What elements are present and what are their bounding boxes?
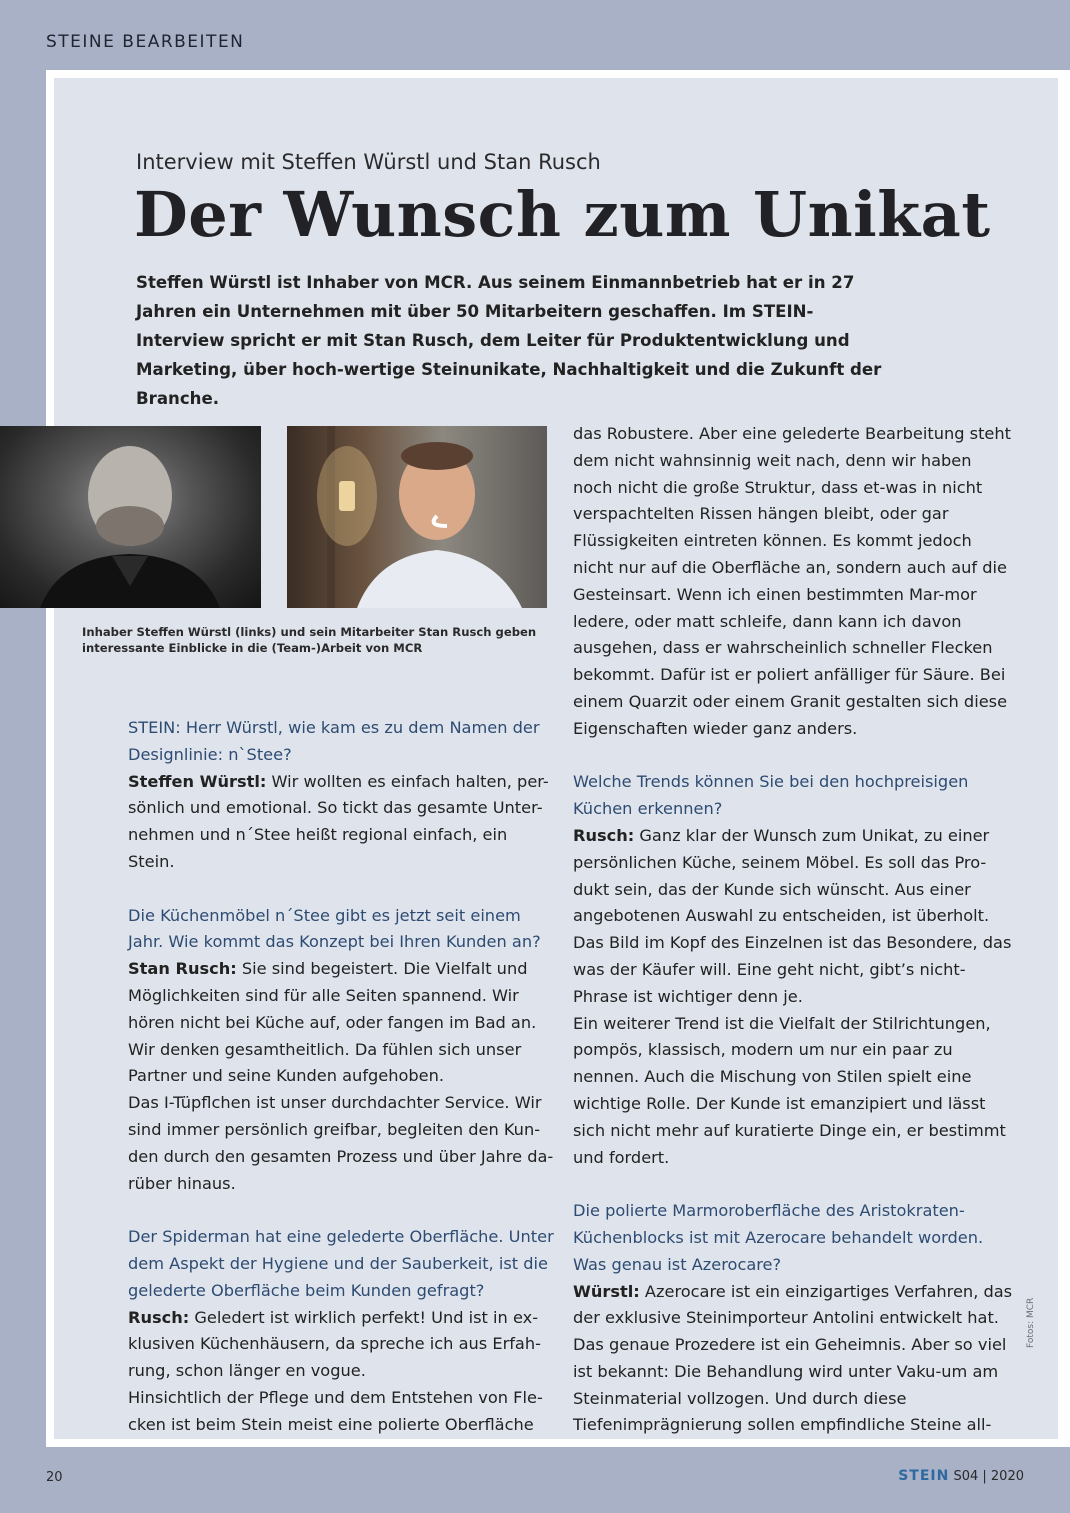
interview-answer: Rusch: Ganz klar der Wunsch zum Unikat, zu einer persönlichen Küche, seinem Möbel. Es soll das Pro-dukt sein, das der Kunde sich wünscht. Aus einer angebotenen Auswahl zu entscheiden, ist überholt. Das Bild im Kopf des Einzelnen ist das Besondere, das was der Käufer will. Eine geht nicht, gibt’s nicht-Phrase ist wichtiger denn je.	[573, 825, 1012, 1006]
magazine-brand: STEIN	[898, 1468, 950, 1484]
article-panel	[46, 70, 1070, 1447]
page-number: 20	[46, 1470, 63, 1485]
interview-answer: Rusch: Geledert ist wirklich perfekt! Und ist in ex-klusiven Küchenhäusern, da spreche ich aus Erfah-rung, schon länger en vogue.	[128, 1307, 541, 1381]
speaker-name: Würstl:	[573, 1281, 640, 1301]
interview-answer: Ein weiterer Trend ist die Vielfalt der Stilrichtungen, pompös, klassisch, modern um nur ein paar zu nennen. Auch die Mischung von Stilen spielt eine wichtige Rolle. Der Kunde ist emanzipiert und lässt sich nicht mehr auf kuratierte Dinge ein, er bestimmt und fordert.	[573, 1013, 1006, 1167]
article-kicker: Interview mit Steffen Würstl und Stan Rusch	[136, 150, 601, 174]
interview-answer: Das I-Tüpflchen ist unser durchdachter Service. Wir sind immer persönlich greifbar, begleiten den Kun-den durch den gesamten Prozess und über Jahre da-rüber hinaus.	[128, 1093, 554, 1193]
section-label: STEINE BEARBEITEN	[46, 32, 245, 52]
interview-question: Der Spiderman hat eine gelederte Oberfläche. Unter dem Aspekt der Hygiene und der Sauberkeit, ist die gelederte Oberfläche beim Kunden gefragt?	[128, 1227, 554, 1300]
photo-stan-rusch	[287, 426, 547, 608]
photo-credit: Fotos: MCR	[1026, 1297, 1036, 1348]
paragraph-gap	[128, 876, 558, 903]
interview-question: STEIN: Herr Würstl, wie kam es zu dem Namen der Designlinie: n`Stee?	[128, 718, 540, 764]
article-title: Der Wunsch zum Unikat	[134, 178, 991, 251]
magazine-issue	[898, 1468, 1024, 1484]
article-lead: Steffen Würstl ist Inhaber von MCR. Aus seinem Einmannbetrieb hat er in 27 Jahren ein Unternehmen mit über 50 Mitarbeitern geschaffen. Im STEIN-Interview spricht er mit Stan Rusch, dem Leiter für Produktentwicklung und Marketing, über hoch-wertige Steinunikate, Nachhaltigkeit und die Zukunft der Branche.	[136, 273, 882, 408]
photo-steffen-wuerstl	[0, 426, 261, 608]
interview-answer: Steffen Würstl: Wir wollten es einfach halten, per-sönlich und emotional. So tickt das gesamte Unter-nehmen und n´Stee heißt regional einfach, ein Stein.	[128, 771, 549, 871]
photo-caption: Inhaber Steffen Würstl (links) und sein Mitarbeiter Stan Rusch geben interessante Einblicke in die (Team-)Arbeit von MCR	[82, 625, 537, 655]
speaker-name: Rusch:	[573, 825, 635, 845]
paragraph-gap	[128, 1197, 558, 1224]
speaker-name: Rusch:	[128, 1307, 190, 1327]
interview-answer: das Robustere. Aber eine gelederte Bearbeitung steht dem nicht wahnsinnig weit nach, denn wir haben noch nicht die große Struktur, dass et-was in nicht verspachtelten Rissen hängen bleibt, oder gar Flüssigkeiten eintreten können. Es kommt jedoch nicht nur auf die Oberfläche an, sondern auch auf die Gesteinsart. Wenn ich einen bestimmten Mar-mor ledere, oder matt schleife, dann kann ich davon ausgehen, dass er wahrscheinlich schneller Flecken bekommt. Dafür ist er poliert anfälliger für Säure. Bei einem Quarzit oder einem Granit gestalten sich diese Eigenschaften wieder ganz anders.	[573, 424, 1011, 738]
interview-answer: Hinsichtlich der Pflege und dem Entstehen von Fle-cken ist beim Stein meist eine polierte Oberfläche	[128, 1387, 543, 1434]
interview-question: Die Küchenmöbel n´Stee gibt es jetzt seit einem Jahr. Wie kommt das Konzept bei Ihren Kunden an?	[128, 905, 541, 952]
interview-answer: Stan Rusch: Sie sind begeistert. Die Vielfalt und Möglichkeiten sind für alle Seiten spannend. Wir hören nicht bei Küche auf, oder fangen im Bad an. Wir denken gesamtheitlich. Da fühlen sich unser Partner und seine Kunden aufgehoben.	[128, 959, 537, 1086]
interview-answer: Würstl: Azerocare ist ein einzigartiges Verfahren, das der exklusive Steinimporteur Antolini entwickelt hat. Das genaue Prozedere ist ein Geheimnis. Aber so viel ist bekannt: Die Behandlung wird unter Vaku-um am Steinmaterial vollzogen. Und durch diese Tiefenimprägnierung sollen empfindliche Steine all-	[573, 1281, 1013, 1435]
left-column	[128, 715, 558, 1439]
speaker-name: Stan Rusch:	[128, 959, 237, 979]
issue-label: S04 | 2020	[953, 1469, 1024, 1484]
interview-question: Welche Trends können Sie bei den hochpreisigen Küchen erkennen?	[573, 772, 969, 819]
paragraph-gap	[573, 743, 1013, 770]
article-inner	[54, 78, 1058, 1439]
paragraph-gap	[573, 1171, 1013, 1198]
speaker-name: Steffen Würstl:	[128, 771, 267, 791]
interview-question: Die polierte Marmoroberfläche des Aristokraten-Küchenblocks ist mit Azerocare behandelt worden. Was genau ist Azerocare?	[573, 1201, 984, 1274]
right-column	[573, 421, 1013, 1439]
